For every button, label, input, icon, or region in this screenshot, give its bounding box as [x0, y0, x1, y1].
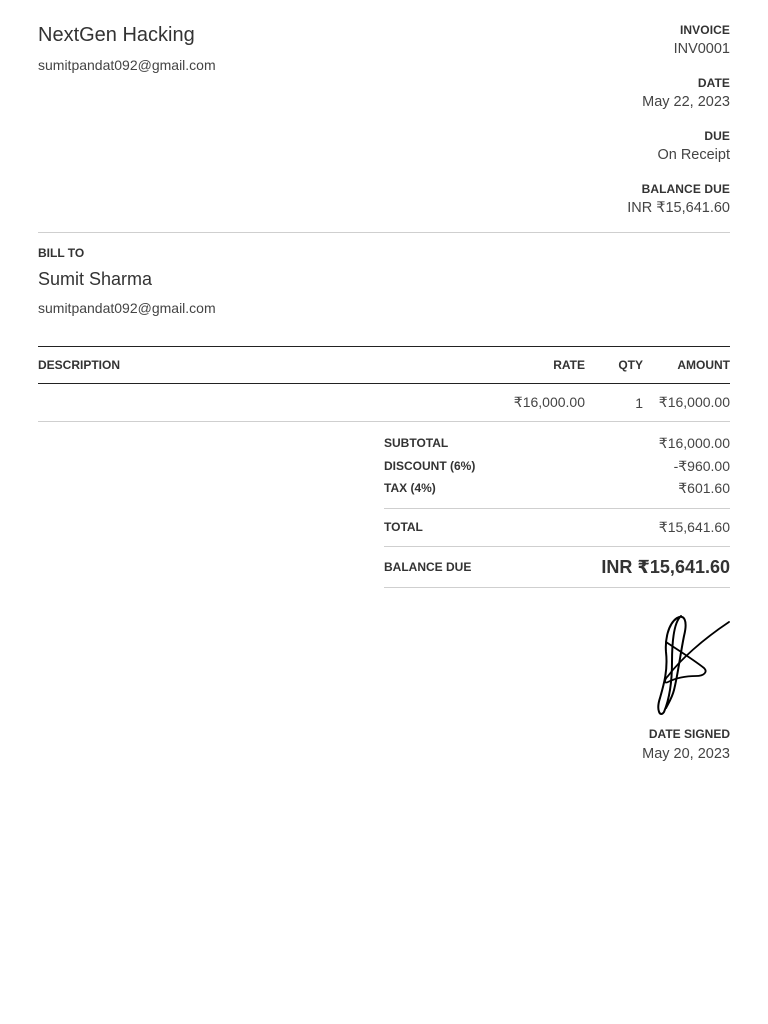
- line-items-table: [38, 346, 730, 422]
- column-header-qty: QTY: [618, 358, 643, 372]
- discount-row: [384, 455, 730, 478]
- balance-divider: [384, 587, 730, 588]
- invoice-number-label: INVOICE: [679, 23, 730, 37]
- balance-due-label: BALANCE DUE: [384, 559, 472, 574]
- total-row: [384, 509, 730, 546]
- header-balance-due-label: BALANCE DUE: [641, 182, 730, 196]
- subtotal-value: ₹16,000.00: [658, 435, 730, 451]
- invoice-page: [38, 0, 730, 1024]
- discount-label: DISCOUNT (6%): [384, 458, 476, 473]
- tax-label: TAX (4%): [384, 481, 436, 495]
- total-value: ₹15,641.60: [658, 518, 730, 535]
- bill-to-name: Sumit Sharma: [38, 269, 153, 289]
- item-qty: 1: [635, 394, 643, 411]
- item-amount: ₹16,000.00: [658, 394, 730, 410]
- due-label: DUE: [704, 129, 730, 143]
- date-signed-value: May 20, 2023: [642, 746, 730, 762]
- totals-section: [384, 432, 730, 588]
- invoice-meta: [470, 22, 730, 234]
- due-value: On Receipt: [657, 147, 730, 163]
- column-header-rate: RATE: [553, 358, 585, 372]
- balance-due-row: [384, 547, 730, 587]
- bill-to-email: sumitpandat092@gmail.com: [38, 300, 216, 316]
- table-header: [38, 346, 730, 384]
- table-row: [38, 384, 730, 422]
- company-email: sumitpandat092@gmail.com: [38, 57, 216, 73]
- invoice-number: INV0001: [673, 41, 730, 57]
- tax-row: [384, 477, 730, 500]
- balance-due-value: INR ₹15,641.60: [601, 556, 730, 577]
- company-name: NextGen Hacking: [38, 24, 195, 46]
- subtotal-label: SUBTOTAL: [384, 436, 449, 450]
- column-header-description: DESCRIPTION: [38, 358, 121, 372]
- invoice-date-label: DATE: [697, 76, 730, 90]
- header-balance-due-value: INR ₹15,641.60: [627, 200, 730, 216]
- column-header-amount: AMOUNT: [677, 358, 730, 372]
- invoice-date: May 22, 2023: [642, 94, 730, 110]
- signature-image: [644, 612, 730, 716]
- subtotal-row: [384, 432, 730, 455]
- tax-value: ₹601.60: [678, 480, 730, 496]
- discount-value: -₹960.00: [673, 457, 730, 474]
- total-label: TOTAL: [384, 519, 423, 534]
- bill-to-label: BILL TO: [38, 246, 85, 260]
- item-rate: ₹16,000.00: [513, 394, 585, 410]
- date-signed-label: DATE SIGNED: [648, 727, 730, 741]
- header-divider: [38, 232, 730, 233]
